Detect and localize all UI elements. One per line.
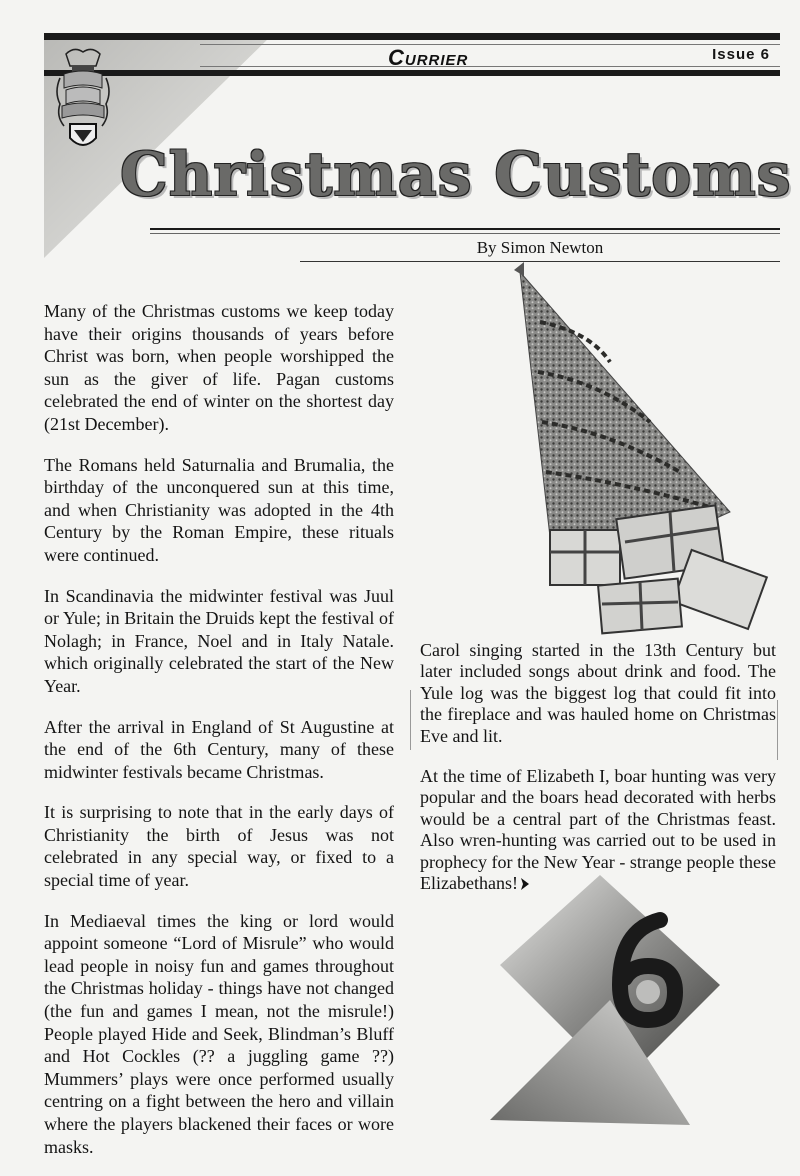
issue-number: Issue 6 [712, 46, 770, 63]
title-rule-thin [150, 233, 780, 234]
byline: By Simon Newton [300, 238, 780, 262]
masthead-top-bar [44, 33, 780, 40]
paragraph: In Scandinavia the midwinter festival was Juul or Yule; in Britain the Druids kept the festival of Nolagh; in France, Noel and in Italy Natale. which originally celebrated the start of the New Year. [44, 585, 394, 696]
paragraph: It is surprising to note that in the early days of Christianity the birth of Jesus was not celebrated in any special way, or fixed to a special time of year. [44, 802, 394, 891]
column-rule [410, 690, 411, 750]
paragraph: In Mediaeval times the king or lord would appoint someone “Lord of Misrule” who would lead people in noisy fun and games throughout the Christmas holiday - things have not changed (the fun and games I mean, not the misrule!) People played Hide and Seek, Blindman’s Bluff and Hot Cockles (?? a juggling game ??) Mummers’ plays were once performed usually centring on a fight between the hero and villain where the players blackened their faces or wore masks. [44, 910, 394, 1157]
newsletter-name-rest: URRIER [404, 52, 469, 69]
paragraph: Carol singing started in the 13th Century but later included songs about drink and food. The Yule log was the biggest log that could fit into the fireplace and was hauled home on Christmas Eve and lit. [420, 640, 776, 746]
paragraph: After the arrival in England of St Augustine at the end of the 6th Century, many of these midwinter festivals became Christmas. [44, 716, 394, 782]
masthead-thin-rule-lower [200, 66, 780, 67]
paragraph: Many of the Christmas customs we keep today have their origins thousands of years before Christ was born, when people worshipped the sun as the giver of life. Pagan customs celebrated the end of winter on the shortest day (21st December). [44, 301, 394, 434]
article-title: Christmas Customs [120, 140, 792, 210]
paragraph: The Romans held Saturnalia and Brumalia, the birthday of the unconquered sun at this time, and when Christianity was adopted in the 4th Century by the Roman Empire, these rituals were continued. [44, 454, 394, 565]
title-rule [150, 228, 780, 230]
christmas-tree-icon [480, 262, 780, 642]
left-column [44, 300, 394, 1176]
show-through-text [560, 92, 572, 142]
paragraph-final-text: At the time of Elizabeth I, boar hunting was very popular and the boars head decorated with herbs would be a central part of the Christmas feast. Also wren-hunting was carried out to be used in prophecy for the New Year - strange people these Elizabethans! [420, 766, 776, 894]
number-six-graphic-icon [470, 870, 770, 1135]
coat-of-arms-crest-icon [52, 44, 114, 156]
newsletter-name [388, 45, 468, 71]
newsletter-name-initial: C [388, 45, 405, 70]
masthead-thin-rule [200, 44, 780, 45]
column-rule [777, 700, 778, 760]
